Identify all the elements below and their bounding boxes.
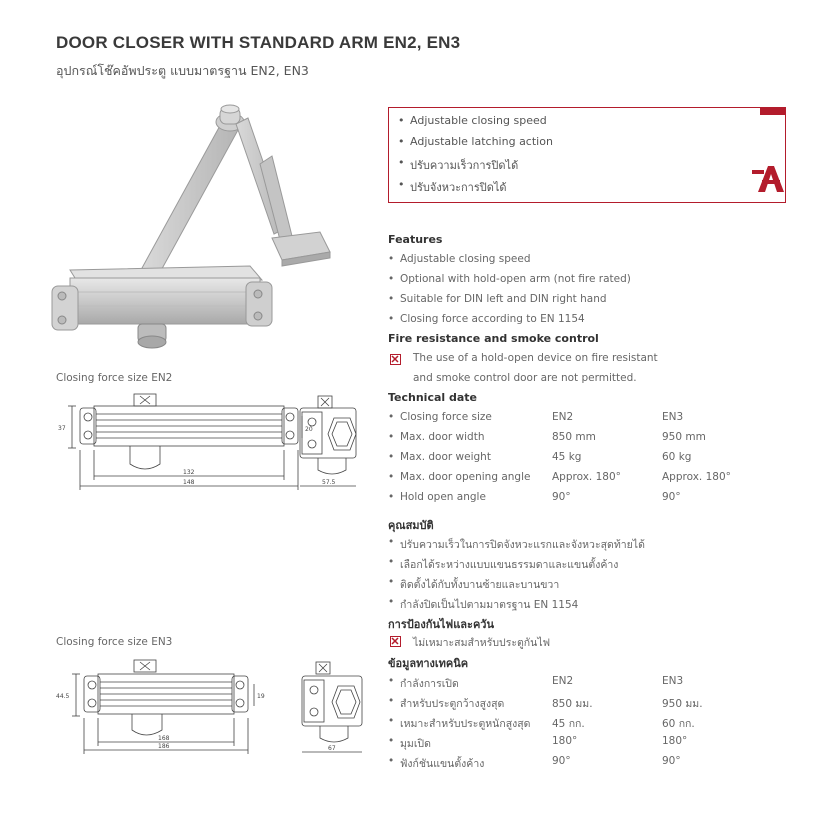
dim-label: 37	[58, 425, 66, 432]
en3-technical-drawing	[50, 654, 366, 758]
thai_tech-row-en2: EN2	[552, 675, 574, 687]
en2-caption: Closing force size EN2	[56, 372, 173, 384]
thai_tech-row-en3: EN3	[662, 675, 684, 687]
prohibited-icon	[390, 636, 401, 647]
en3-caption: Closing force size EN3	[56, 636, 173, 648]
thai_tech-row-en3: 90°	[662, 755, 681, 767]
thai_tech-row-en3: 60 กก.	[662, 718, 695, 730]
en2-technical-drawing	[50, 388, 360, 494]
highlight-box	[388, 107, 786, 203]
dim-label: 148	[183, 479, 195, 486]
tech-row-en3: 60 kg	[662, 451, 692, 463]
brand-logo-icon	[752, 164, 788, 194]
highlight-item: • ปรับจังหวะการปิดได้	[410, 178, 507, 196]
dim-label: 19	[257, 693, 265, 700]
thai_tech-row-en2: 45 กก.	[552, 718, 585, 730]
tech-row-en3: EN3	[662, 411, 684, 423]
tech-row-label: • Max. door width	[400, 431, 485, 443]
dim-label: 20	[305, 426, 313, 433]
prohibited-icon	[390, 354, 401, 365]
feature-item: • Optional with hold-open arm (not fire rated)	[400, 273, 631, 285]
thai_tech-row-label: • ฟังก์ชันแขนตั้งค้าง	[400, 755, 484, 772]
fire-note-line: The use of a hold-open device on fire resistant	[413, 352, 658, 364]
dim-label: 132	[183, 469, 195, 476]
feature-item: • Suitable for DIN left and DIN right hand	[400, 293, 607, 305]
features-heading: Features	[388, 233, 443, 246]
feature-item: • Adjustable closing speed	[400, 253, 531, 265]
tech-row-label: • Hold open angle	[400, 491, 486, 503]
tech-row-label: • Closing force size	[400, 411, 492, 423]
door-closer-photo	[50, 100, 350, 360]
tech-row-label: • Max. door opening angle	[400, 471, 530, 483]
thai_tech-row-en2: 850 มม.	[552, 698, 593, 710]
tech-row-en2: EN2	[552, 411, 574, 423]
dim-label: 67	[328, 745, 336, 752]
feature-item: • Closing force according to EN 1154	[400, 313, 585, 325]
page-subtitle: อุปกรณ์โช๊คอัพประตู แบบมาตรฐาน EN2, EN3	[56, 63, 309, 78]
highlight-item: • ปรับความเร็วการปิดได้	[410, 156, 518, 174]
thai_tech-row-label: • สำหรับประตูกว้างสูงสุด	[400, 695, 504, 712]
page-title: DOOR CLOSER WITH STANDARD ARM EN2, EN3	[56, 33, 461, 52]
thai-features-heading: คุณสมบัติ	[388, 519, 434, 532]
thai-tech-heading: ข้อมูลทางเทคนิค	[388, 657, 469, 670]
tech-row-en2: 45 kg	[552, 451, 582, 463]
tech-row-en3: Approx. 180°	[662, 471, 731, 483]
fire-heading: Fire resistance and smoke control	[388, 332, 599, 345]
thai_tech-row-en3: 180°	[662, 735, 688, 747]
box-accent-tab	[760, 107, 786, 115]
tech-row-en3: 950 mm	[662, 431, 706, 443]
dim-label: 168	[158, 735, 170, 742]
thai-fire-heading: การป้องกันไฟและควัน	[388, 618, 494, 631]
dim-label: 186	[158, 743, 170, 750]
thai_tech-row-en2: 90°	[552, 755, 571, 767]
tech-row-en3: 90°	[662, 491, 681, 503]
thai_tech-row-label: • มุมเปิด	[400, 735, 431, 752]
thai-feature-item: • ติดตั้งได้กับทั้งบานซ้ายและบานขวา	[400, 576, 559, 593]
fire-note-line: and smoke control door are not permitted.	[413, 372, 637, 384]
highlight-item: • Adjustable latching action	[410, 135, 553, 148]
highlight-item: • Adjustable closing speed	[410, 114, 547, 127]
dim-label: 57.5	[322, 479, 336, 486]
dim-label: 44.5	[56, 693, 70, 700]
tech-heading: Technical date	[388, 391, 478, 404]
thai_tech-row-label: • กำลังการเปิด	[400, 675, 459, 692]
thai_tech-row-en2: 180°	[552, 735, 578, 747]
thai-feature-item: • เลือกได้ระหว่างแบบแขนธรรมดาและแขนตั้งค้าง	[400, 556, 618, 573]
thai-feature-item: • กำลังปิดเป็นไปตามมาตรฐาน EN 1154	[400, 596, 578, 613]
thai_tech-row-en3: 950 มม.	[662, 698, 703, 710]
tech-row-label: • Max. door weight	[400, 451, 491, 463]
thai-feature-item: • ปรับความเร็วในการปิดจังหวะแรกและจังหวะสุดท้ายได้	[400, 536, 645, 553]
thai_tech-row-label: • เหมาะสำหรับประตูหนักสูงสุด	[400, 715, 530, 732]
tech-row-en2: 850 mm	[552, 431, 596, 443]
thai-fire-note: ไม่เหมาะสมสำหรับประตูกันไฟ	[413, 637, 551, 649]
tech-row-en2: 90°	[552, 491, 571, 503]
tech-row-en2: Approx. 180°	[552, 471, 621, 483]
